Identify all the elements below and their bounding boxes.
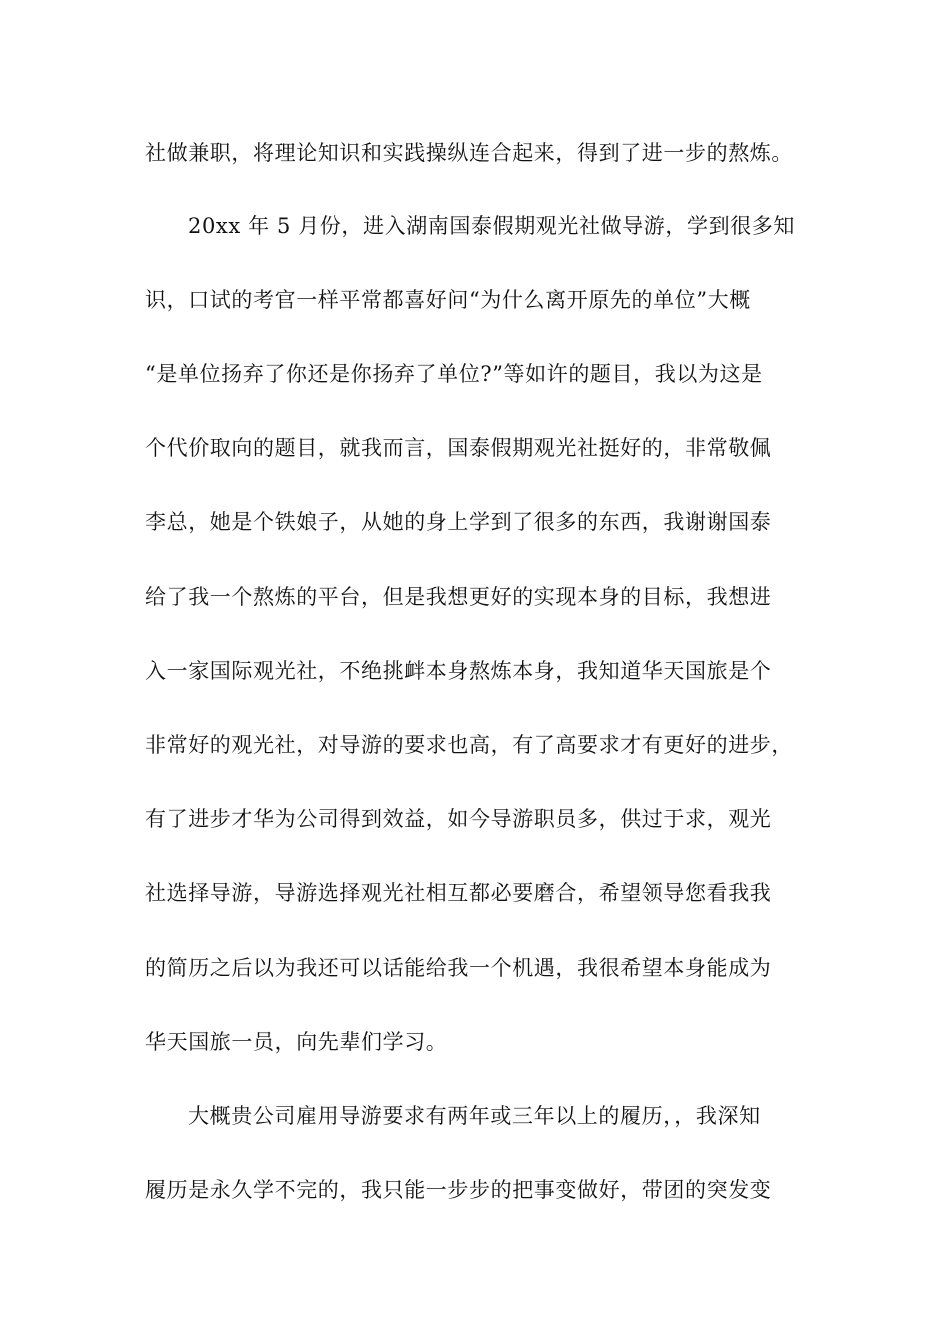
text-line: 非常好的观光社，对导游的要求也高，有了高要求才有更好的进步， [145, 733, 793, 757]
text-line: 李总，她是个铁娘子，从她的身上学到了很多的东西，我谢谢国泰 [145, 510, 772, 534]
paragraph-start-line: 大概贵公司雇用导游要求有两年或三年以上的履历，，我深知 [188, 1104, 761, 1128]
text-line: 个代价取向的题目，就我而言，国泰假期观光社挺好的，非常敬佩 [145, 436, 772, 460]
paragraph-start-line: 20xx 年 5 月份，进入湖南国泰假期观光社做导游，学到很多知 [188, 214, 795, 238]
text-line: 入一家国际观光社，不绝挑衅本身熬炼本身，我知道华天国旅是个 [145, 659, 772, 683]
text-line: “是单位扬弃了你还是你扬弃了单位?”等如许的题目，我以为这是 [145, 362, 763, 386]
text-line: 社选择导游，导游选择观光社相互都必要磨合，希望领导您看我我 [145, 881, 772, 905]
text-line: 社做兼职，将理论知识和实践操纵连合起来，得到了进一步的熬炼。 [145, 141, 793, 165]
text-line: 识，口试的考官一样平常都喜好问“为什么离开原先的单位”大概 [145, 288, 751, 312]
text-line: 履历是永久学不完的，我只能一步步的把事变做好，带团的突发变 [145, 1178, 772, 1202]
text-line: 的简历之后以为我还可以话能给我一个机遇，我很希望本身能成为 [145, 956, 772, 980]
text-line: 有了进步才华为公司得到效益，如今导游职员多，供过于求，观光 [145, 807, 772, 831]
text-line: 给了我一个熬炼的平台，但是我想更好的实现本身的目标，我想进 [145, 585, 772, 609]
text-line: 华天国旅一员，向先辈们学习。 [145, 1030, 448, 1054]
